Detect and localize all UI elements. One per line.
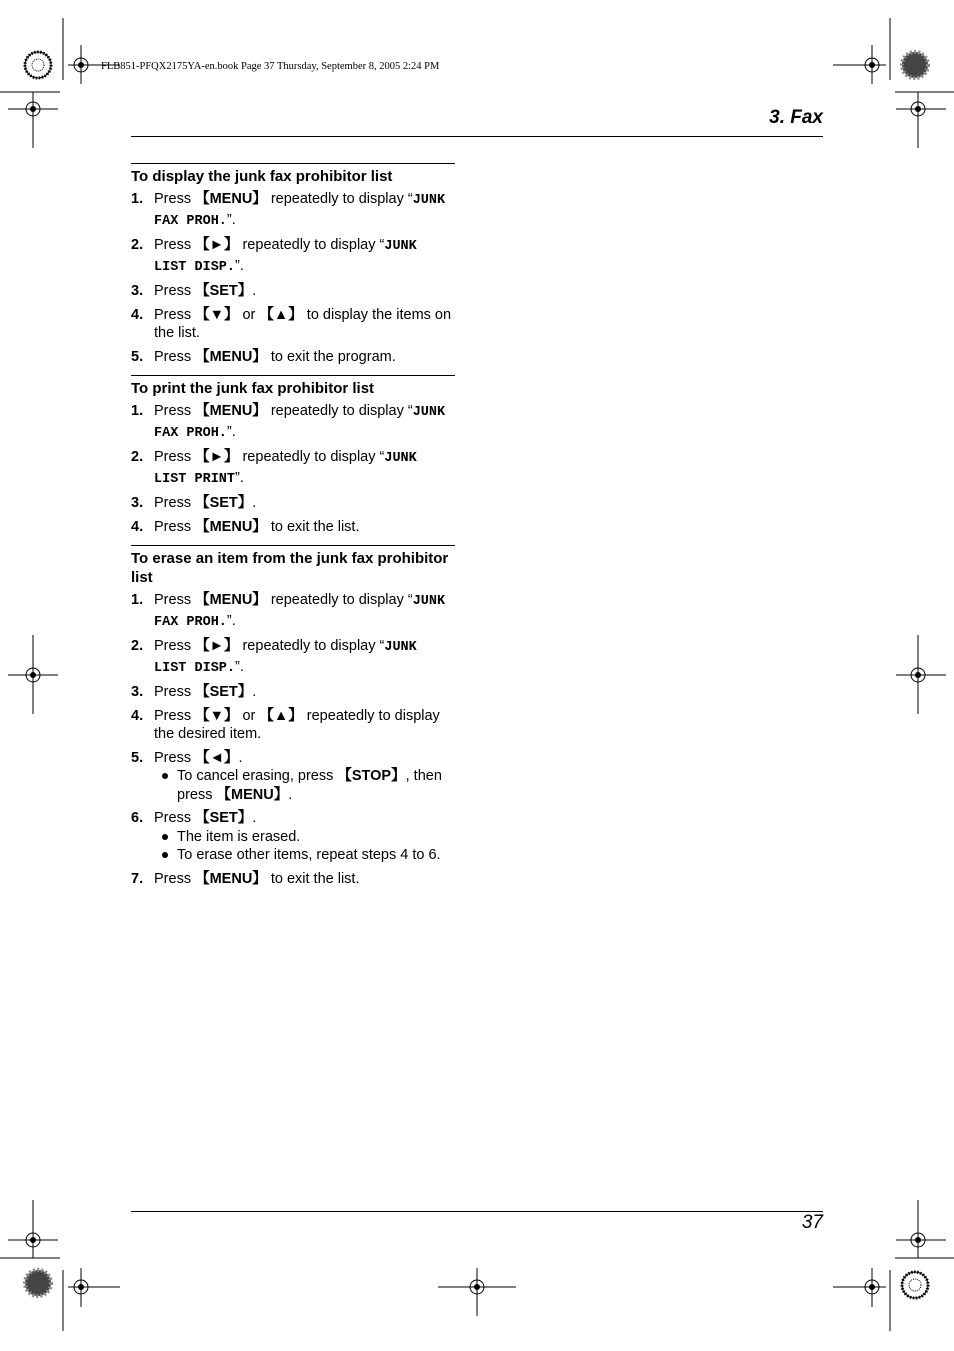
step-text: . xyxy=(252,283,257,299)
step-text: repeatedly to display “ xyxy=(238,237,385,253)
section-rule xyxy=(131,163,455,164)
step-number: 2. xyxy=(131,237,144,253)
key-label: 【SET】 xyxy=(195,810,253,826)
bullet-text: To erase other items, repeat steps 4 to 6. xyxy=(177,847,441,863)
section-display-list xyxy=(131,163,455,371)
key-label: 【▲】 xyxy=(259,707,303,724)
step-text: Press xyxy=(154,306,196,323)
chapter-title: 3. Fax xyxy=(769,107,823,128)
step-item xyxy=(131,348,455,367)
key-label: 【MENU】 xyxy=(195,592,267,608)
step-text: . xyxy=(252,684,257,700)
step-text: Press xyxy=(154,191,196,207)
color-wheel-icon xyxy=(902,52,928,78)
bullet-list xyxy=(154,828,455,865)
key-label: 【◄】 xyxy=(195,749,239,766)
step-number: 4. xyxy=(131,518,144,535)
step-item xyxy=(131,591,455,632)
step-number: 4. xyxy=(131,707,144,724)
step-item xyxy=(131,494,455,513)
key-label: 【STOP】 xyxy=(337,768,406,784)
step-number: 5. xyxy=(131,749,144,766)
section-print-list xyxy=(131,375,455,541)
step-number: 3. xyxy=(131,283,144,299)
bullet-text: . xyxy=(288,786,293,803)
step-item xyxy=(131,637,455,678)
step-text: to display the items on the list. xyxy=(154,306,452,341)
display-text: JUNK LIST DISP. xyxy=(154,640,417,676)
starburst-icon xyxy=(902,1272,928,1298)
step-number: 1. xyxy=(131,592,144,608)
key-label: 【►】 xyxy=(195,449,239,465)
step-text: ”. xyxy=(235,257,244,274)
step-text: or xyxy=(238,707,260,724)
footer-rule xyxy=(131,1211,823,1212)
step-item xyxy=(131,402,455,443)
step-number: 2. xyxy=(131,638,144,654)
bullet-text: The item is erased. xyxy=(177,828,301,845)
key-label: 【MENU】 xyxy=(195,191,267,207)
bullet-text: , then press xyxy=(177,768,442,803)
step-number: 3. xyxy=(131,495,144,511)
step-text: . xyxy=(252,495,257,511)
step-text: to exit the list. xyxy=(266,870,360,887)
key-label: 【▼】 xyxy=(195,306,239,323)
step-text: Press xyxy=(154,810,196,826)
starburst-icon xyxy=(25,52,51,78)
step-item xyxy=(131,190,455,231)
step-number: 6. xyxy=(131,810,144,826)
header-rule xyxy=(131,136,823,137)
step-text: Press xyxy=(154,518,196,535)
step-text: repeatedly to display “ xyxy=(266,403,413,419)
step-number: 2. xyxy=(131,449,144,465)
step-text: ”. xyxy=(226,423,236,440)
step-item xyxy=(131,707,455,744)
section-title: To erase an item from the junk fax prohibitor list xyxy=(131,550,449,586)
step-list xyxy=(131,402,455,536)
step-text: ”. xyxy=(235,658,244,675)
key-label: 【SET】 xyxy=(195,684,253,700)
display-text: JUNK FAX PROH. xyxy=(154,405,446,441)
key-label: 【MENU】 xyxy=(195,348,267,365)
step-item xyxy=(131,448,455,489)
display-text: JUNK FAX PROH. xyxy=(154,594,446,630)
display-text: JUNK FAX PROH. xyxy=(154,193,446,229)
step-text: repeatedly to display “ xyxy=(238,638,385,654)
step-number: 1. xyxy=(131,191,144,207)
step-text: repeatedly to display “ xyxy=(266,592,413,608)
step-text: Press xyxy=(154,684,196,700)
page-number: 37 xyxy=(801,1212,823,1233)
step-number: 7. xyxy=(131,870,144,887)
step-text: ”. xyxy=(226,211,236,228)
bullet-item xyxy=(154,846,455,865)
bullet-item xyxy=(154,828,455,847)
step-list xyxy=(131,591,455,888)
step-text: Press xyxy=(154,403,196,419)
section-erase-item xyxy=(131,545,455,893)
step-number: 4. xyxy=(131,306,144,323)
step-text: to exit the list. xyxy=(266,518,360,535)
step-text: Press xyxy=(154,283,196,299)
section-title: To display the junk fax prohibitor list xyxy=(131,168,393,185)
step-text: Press xyxy=(154,592,196,608)
key-label: 【►】 xyxy=(195,237,239,253)
key-label: 【▲】 xyxy=(259,306,303,323)
key-label: 【▼】 xyxy=(195,707,239,724)
step-list xyxy=(131,190,455,366)
step-text: repeatedly to display the desired item. xyxy=(154,707,440,742)
step-item xyxy=(131,306,455,343)
step-text: . xyxy=(238,749,243,766)
key-label: 【MENU】 xyxy=(216,786,289,803)
step-text: ”. xyxy=(226,612,236,629)
step-text: or xyxy=(238,306,260,323)
step-item xyxy=(131,749,455,805)
key-label: 【MENU】 xyxy=(195,403,267,419)
step-number: 3. xyxy=(131,684,144,700)
section-rule xyxy=(131,545,455,546)
step-text: Press xyxy=(154,449,196,465)
step-item xyxy=(131,809,455,865)
key-label: 【SET】 xyxy=(195,283,253,299)
bullet-text: To cancel erasing, press xyxy=(177,768,338,784)
step-number: 1. xyxy=(131,403,144,419)
display-text: JUNK LIST PRINT xyxy=(154,451,417,487)
display-text: JUNK LIST DISP. xyxy=(154,239,417,275)
step-text: ”. xyxy=(235,469,244,486)
key-label: 【SET】 xyxy=(195,495,253,511)
key-label: 【MENU】 xyxy=(195,518,267,535)
step-text: repeatedly to display “ xyxy=(238,449,385,465)
step-item xyxy=(131,518,455,537)
step-text: Press xyxy=(154,495,196,511)
bullet-item xyxy=(154,767,455,804)
section-rule xyxy=(131,375,455,376)
bullet-list xyxy=(154,767,455,804)
step-item xyxy=(131,282,455,301)
key-label: 【MENU】 xyxy=(195,870,267,887)
step-item xyxy=(131,236,455,277)
step-text: Press xyxy=(154,707,196,724)
step-text: Press xyxy=(154,638,196,654)
step-text: to exit the program. xyxy=(266,348,396,365)
step-item xyxy=(131,683,455,702)
step-text: repeatedly to display “ xyxy=(266,191,413,207)
step-text: Press xyxy=(154,749,196,766)
color-wheel-icon xyxy=(25,1270,51,1296)
key-label: 【►】 xyxy=(195,638,239,654)
step-text: Press xyxy=(154,870,196,887)
section-title: To print the junk fax prohibitor list xyxy=(131,380,375,397)
step-text: Press xyxy=(154,348,196,365)
book-meta: FLB851-PFQX2175YA-en.book Page 37 Thursday, September 8, 2005 2:24 PM xyxy=(101,61,440,72)
step-number: 5. xyxy=(131,348,144,365)
step-text: Press xyxy=(154,237,196,253)
step-item xyxy=(131,870,455,889)
step-text: . xyxy=(252,810,257,826)
